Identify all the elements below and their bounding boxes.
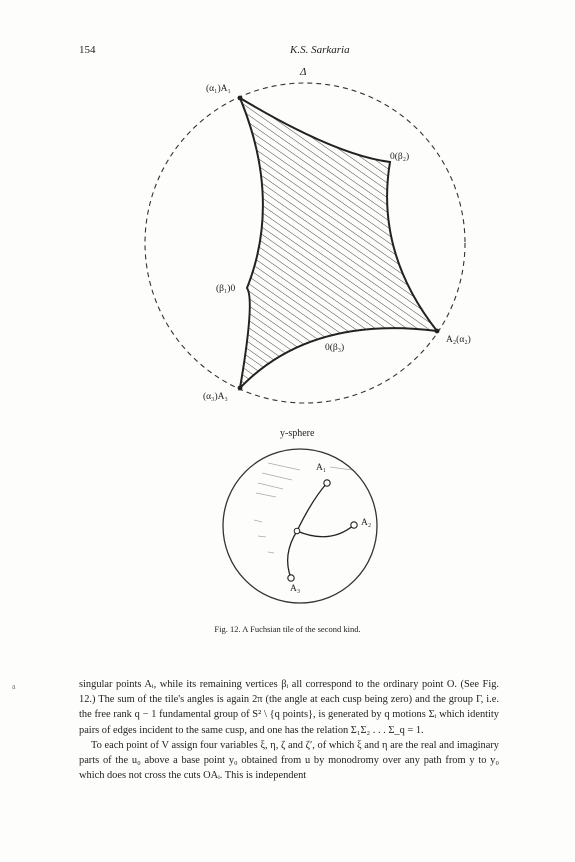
sphere-shading-strokes bbox=[254, 463, 352, 553]
figure-caption: Fig. 12. A Fuchsian tile of the second kind. bbox=[214, 624, 361, 634]
label-alpha3-a3: (α₃)A₃ bbox=[203, 392, 228, 402]
label-a2-alpha2: A₂(α₂) bbox=[446, 335, 471, 345]
running-author: K.S. Sarkaria bbox=[290, 44, 350, 56]
singular-point-a2 bbox=[351, 522, 357, 528]
label-a2: A₂ bbox=[361, 518, 372, 528]
margin-mark: a bbox=[12, 682, 16, 691]
label-y-sphere: y-sphere bbox=[280, 428, 315, 439]
cusp-a3-point bbox=[238, 386, 243, 391]
cusp-a1-point bbox=[238, 96, 243, 101]
label-delta: Δ bbox=[300, 66, 307, 78]
singular-point-a3 bbox=[288, 575, 294, 581]
paragraph-2: To each point of V assign four variables ξ, η, ζ and ζ′, of which ξ and η are the real and imaginary parts of the u₀ above a base point y₀ obtained from u by monodromy over any path from y to y₀ which does not cross the cuts OAᵢ. This is independent bbox=[79, 739, 499, 782]
paragraph-1: singular points Aᵢ, while its remaining vertices βᵢ all correspond to the ordinary point O. (See Fig. 12.) The sum of the tile's angles is again 2π (the angle at each cusp being zero) and the group Γ, i.e. the free rank q − 1 fundamental group of S² \ {q points}, is generated by q motions Σᵢ which identity pairs of edges incident to the same cusp, and one has the relation Σ₁Σ₂ . . . Σ_q = 1. bbox=[79, 679, 499, 736]
label-o-beta3: 0(β₃) bbox=[325, 343, 345, 353]
cusp-a2-point bbox=[435, 329, 440, 334]
ordinary-point-o bbox=[294, 528, 300, 534]
label-a3: A₃ bbox=[290, 584, 301, 594]
label-o-beta2: 0(β₂) bbox=[390, 152, 410, 162]
label-alpha1-a1: (α₁)A₁ bbox=[206, 84, 231, 94]
page-number: 154 bbox=[79, 44, 96, 56]
label-beta1-o: (β₁)0 bbox=[216, 284, 236, 294]
body-text bbox=[79, 677, 499, 783]
singular-point-a1 bbox=[324, 480, 330, 486]
label-a1: A₁ bbox=[316, 463, 327, 473]
